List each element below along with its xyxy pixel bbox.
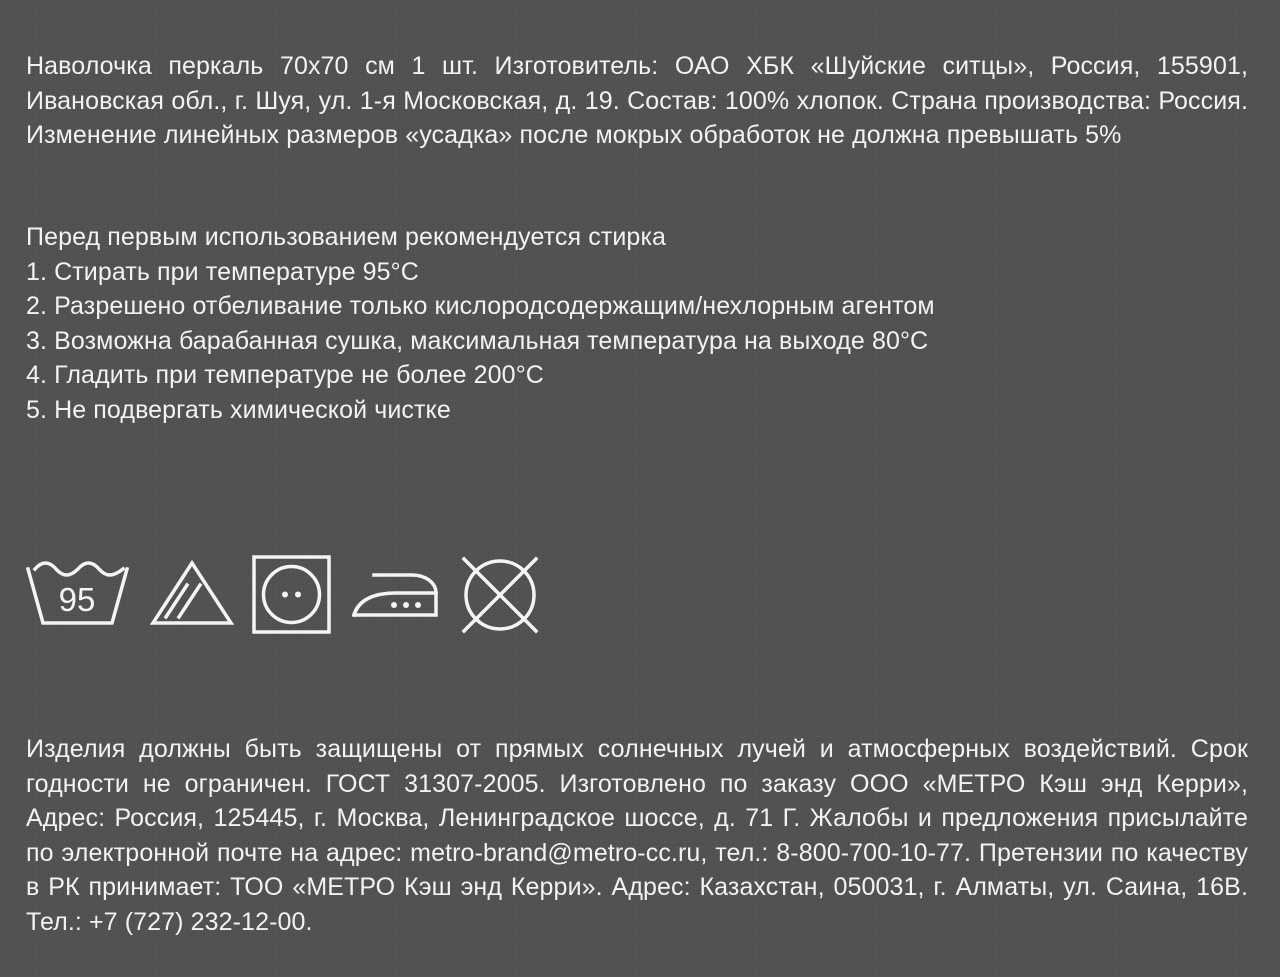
care-instructions (26, 220, 1248, 427)
care-item-2: 2. Разрешено отбеливание только кислородсодержащим/нехлорным агентом (26, 292, 935, 320)
care-item-4: 4. Гладить при температуре не более 200°С (26, 361, 544, 389)
care-heading: Перед первым использованием рекомендуется стирка (26, 223, 667, 251)
wash-temperature-text: 95 (58, 581, 96, 618)
composition-paragraph: Наволочка перкаль 70х70 см 1 шт. Изготовитель: ОАО ХБК «Шуйские ситцы», Россия, 155901, Ивановская обл., г. Шуя, ул. 1-я Московская, д. 19. Состав: 100% хлопок. Страна производства: Россия. Изменение линейных размеров «усадка» после мокрых обработок не должна превышать 5% (26, 52, 1248, 149)
care-item-1: 1. Стирать при температуре 95°С (26, 257, 419, 286)
care-item-3: 3. Возможна барабанная сушка, максимальная температура на выходе 80°С (26, 326, 929, 355)
tumble-dry-normal-icon (252, 555, 332, 635)
care-item-5: 5. Не подвергать химической чистке (26, 395, 451, 424)
care-symbols-row (26, 555, 546, 635)
non-chlorine-bleach-icon (150, 555, 234, 635)
no-dry-clean-icon (460, 555, 542, 635)
iron-high-icon (352, 555, 440, 635)
wash-95-icon (26, 555, 132, 635)
footer-paragraph: Изделия должны быть защищены от прямых солнечных лучей и атмосферных воздействий. Срок годности не ограничен. ГОСТ 31307-2005. Изготовлено по заказу ООО «МЕТРО Кэш энд Керри», Адрес: Россия, 125445, г. Москва, Ленинградское шоссе, д. 71 Г. Жалобы и предложения присылайте по электронной почте на адрес: metro-brand@metro-cc.ru, тел.: 8-800-700-10-77. Претензии по качеству в РК принимает: ТОО «МЕТРО Кэш энд Керри». Адрес: Казахстан, 050031, г. Алматы, ул. Саина, 16В. Тел.: +7 (727) 232-12-00. (26, 735, 1248, 936)
